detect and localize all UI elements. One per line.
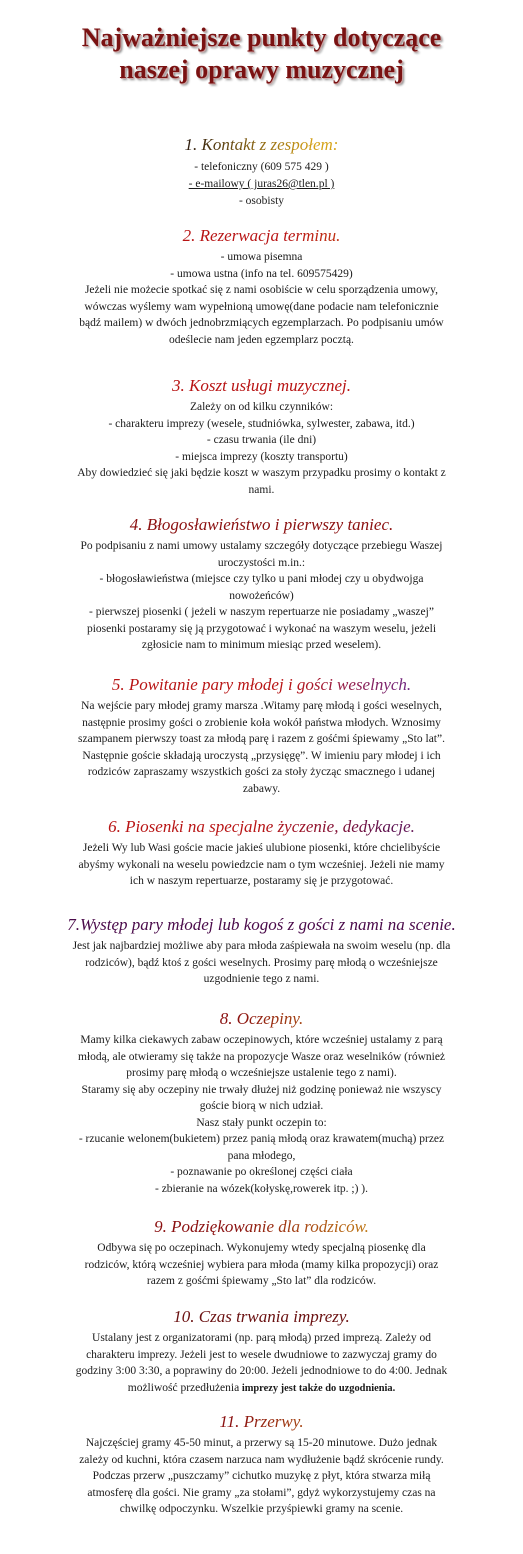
section-line: wówczas wyślemy wam wypełnioną umowę(dane podacie nam telefonicznie: [84, 299, 439, 313]
section-cost: [0, 375, 523, 498]
section-line: Najczęściej gramy 45-50 minut, a przerwy są 15-20 minutowe. Dużo jednak: [85, 1436, 438, 1449]
section-line: razem z gośćmi śpiewamy „Sto lat” dla rodziców.: [146, 1274, 377, 1287]
section-line: Jeżeli Wy lub Wasi goście macie jakieś ulubione piosenki, które chcielibyście: [82, 841, 441, 854]
section-line: - błogosławieństwa (miejsce czy tylko u pani młodej czy u obydwojga: [99, 572, 424, 585]
section-line: odeślecie nam jeden egzemplarz pocztą.: [169, 332, 354, 346]
section-line: charakteru imprezy. Jeżeli jest to wesele dwudniowe to zazwyczaj gramy do: [86, 1347, 437, 1361]
section-line: nami.: [248, 482, 275, 496]
section-line: uzgodnienie tego z nami.: [203, 972, 320, 985]
section-line-with-bold: [2, 1380, 521, 1398]
section-line: godziny 3:00 3:30, a poprawiny do 20:00. Jeżeli jednodniowe to do 4:00. Jednak: [75, 1364, 448, 1377]
section-line: Ustalany jest z organizatorami (np. parą młodą) przed imprezą. Zależy od: [92, 1331, 431, 1344]
section-line: Po podpisaniu z nami umowy ustalamy szczegóły dotyczące przebiegu Waszej: [80, 539, 443, 552]
section-line: - telefoniczny (609 575 429 ): [194, 160, 329, 173]
section-heading: 8. Oczepiny.: [0, 1008, 523, 1030]
section-breaks: [0, 1411, 523, 1518]
section-line: pana młodego,: [227, 1148, 296, 1162]
section-line: uroczystości m.in.:: [217, 555, 306, 569]
section-heading: 11. Przerwy.: [0, 1411, 523, 1433]
section-line: - charakteru imprezy (wesele, studniówka, sylwester, zabawa, itd.): [108, 416, 415, 430]
section-line: - poznawanie po określonej części ciała: [170, 1165, 353, 1178]
section-line: bądź mailem) w dwóch jednobrzmiących egzemplarzach. Po podpisaniu umów: [79, 316, 444, 329]
section-line: Mamy kilka ciekawych zabaw oczepinowych, które wcześniej ustalamy z parą: [80, 1033, 443, 1046]
section-line: atmosferę dla gości. Nie gramy „za stołami”, gdyż wykorzystujemy czas na: [87, 1485, 436, 1499]
section-welcome: [0, 674, 523, 797]
section-line: - zbieranie na wózek(kołyskę,rowerek itp. ;) ).: [154, 1181, 369, 1195]
section-line: rodziców, którą wcześniej wybiera para młoda (mamy kilka propozycji) oraz: [84, 1257, 439, 1271]
section-line-start: możliwość przedłużenia: [127, 1380, 240, 1394]
section-line: chwilkę odpoczynku. Wszelkie przyśpiewki gramy na scenie.: [119, 1502, 404, 1515]
title-line-1: Najważniejsze punkty dotyczące: [81, 23, 442, 52]
section-heading: 2. Rezerwacja terminu.: [0, 225, 523, 247]
section-heading: 1. Kontakt z zespołem:: [0, 134, 523, 156]
section-line: rodziców), bądź ktoś z gości weselnych. Prosimy parę młodą o wcześniejsze: [85, 955, 438, 969]
section-thanks: [0, 1216, 523, 1290]
section-heading: 7.Występ pary młodej lub kogoś z gości z nami na scenie.: [67, 915, 456, 934]
section-blessing: [0, 514, 523, 654]
section-line: Podczas przerw „puszczamy” cichutko muzykę z płyt, która stwarza miłą: [92, 1469, 431, 1482]
page-title: [0, 22, 523, 86]
section-heading: 5. Powitanie pary młodej i gości weselnych.: [0, 674, 523, 696]
section-heading: 4. Błogosławieństwo i pierwszy taniec.: [129, 515, 394, 534]
section-line: Jeżeli nie możecie spotkać się z nami osobiście w celu sporządzenia umowy,: [84, 283, 439, 296]
email-link[interactable]: [2, 175, 521, 192]
section-line: - miejsca imprezy (koszty transportu): [175, 449, 348, 463]
section-booking: [0, 225, 523, 348]
section-line: - umowa pisemna: [220, 250, 303, 263]
section-line: abyśmy wykonali na weselu powiedzcie nam o tym wcześniej. Jeżeli nie mamy: [78, 857, 445, 871]
section-line: goście biorą w nich udział.: [199, 1099, 324, 1112]
section-line: Jest jak najbardziej możliwe aby para młoda zaśpiewała na swoim weselu (np. dla: [72, 939, 451, 952]
section-performance: [0, 914, 523, 988]
section-line: - pierwszej piosenki ( jeżeli w naszym repertuarze nie posiadamy „waszej”: [89, 605, 434, 618]
section-line: prosimy parę młodą o wcześniejsze ustalenie tego z nami).: [126, 1066, 397, 1079]
section-line: Na wejście pary młodej gramy marsza .Witamy parę młodą i gości weselnych,: [81, 699, 442, 712]
section-line: - umowa ustna (info na tel. 609575429): [170, 266, 353, 280]
section-heading: 3. Koszt usługi muzycznej.: [172, 376, 351, 395]
section-oczepiny: [0, 1008, 523, 1197]
section-line: następnie prosimy gości o zrobienie koła wokół państwa młodych. Wznosimy: [82, 715, 441, 729]
section-songs: [0, 816, 523, 890]
email-text[interactable]: - e-mailowy ( juras26@tlen.pl ): [188, 177, 335, 190]
section-line: Odbywa się po oczepinach. Wykonujemy wtedy specjalną piosenkę dla: [97, 1241, 426, 1254]
section-line: Nasz stały punkt oczepin to:: [196, 1115, 327, 1129]
section-heading: 10. Czas trwania imprezy.: [173, 1307, 350, 1326]
section-line: - czasu trwania (ile dni): [206, 433, 317, 446]
section-line: ich w naszym repertuarze, postaramy się je przygotować.: [129, 874, 394, 887]
section-line: szampanem pierwszy toast za młodą parę i razem z gośćmi śpiewamy „Sto lat”.: [78, 732, 445, 745]
section-line: zabawy.: [242, 781, 281, 795]
section-line: - rzucanie welonem(bukietem) przez panią młodą oraz krawatem(muchą) przez: [78, 1132, 445, 1145]
section-line: nowożeńców): [229, 588, 294, 602]
bold-note: imprezy jest także do uzgodnienia.: [239, 1382, 396, 1394]
section-line: Aby dowiedzieć się jaki będzie koszt w waszym przypadku prosimy o kontakt z: [77, 466, 446, 479]
title-line-2: naszej oprawy muzycznej: [119, 55, 404, 84]
section-heading: 9. Podziękowanie dla rodziców.: [0, 1216, 523, 1238]
section-contact: [0, 134, 523, 209]
section-line: rodziców zapraszamy wszystkich gości za stoły życząc smacznego i udanej: [87, 765, 436, 778]
section-line: Staramy się aby oczepiny nie trwały dłużej niż godzinę ponieważ nie wszyscy: [81, 1082, 442, 1096]
section-line: młodą, ale otwieramy się także na propozycje Wasze oraz weselników (również: [77, 1049, 446, 1063]
section-line: zależy od kuchni, która czasem narzuca nam wydłużenie bądź skrócenie rundy.: [79, 1452, 444, 1466]
section-line: Następnie goście składają uroczystą „przysięgę”. W imieniu pary młodej i ich: [82, 748, 441, 762]
section-line: Zależy on od kilku czynników:: [189, 400, 334, 413]
section-line: piosenki postaramy się ją przygotować i wykonać na waszym weselu, jeżeli: [86, 621, 437, 635]
section-line: zgłosicie nam to minimum miesiąc przed weselem).: [141, 638, 382, 651]
section-heading: 6. Piosenki na specjalne życzenie, dedykacje.: [0, 816, 523, 838]
section-duration: [0, 1306, 523, 1397]
section-line: - osobisty: [238, 194, 285, 207]
